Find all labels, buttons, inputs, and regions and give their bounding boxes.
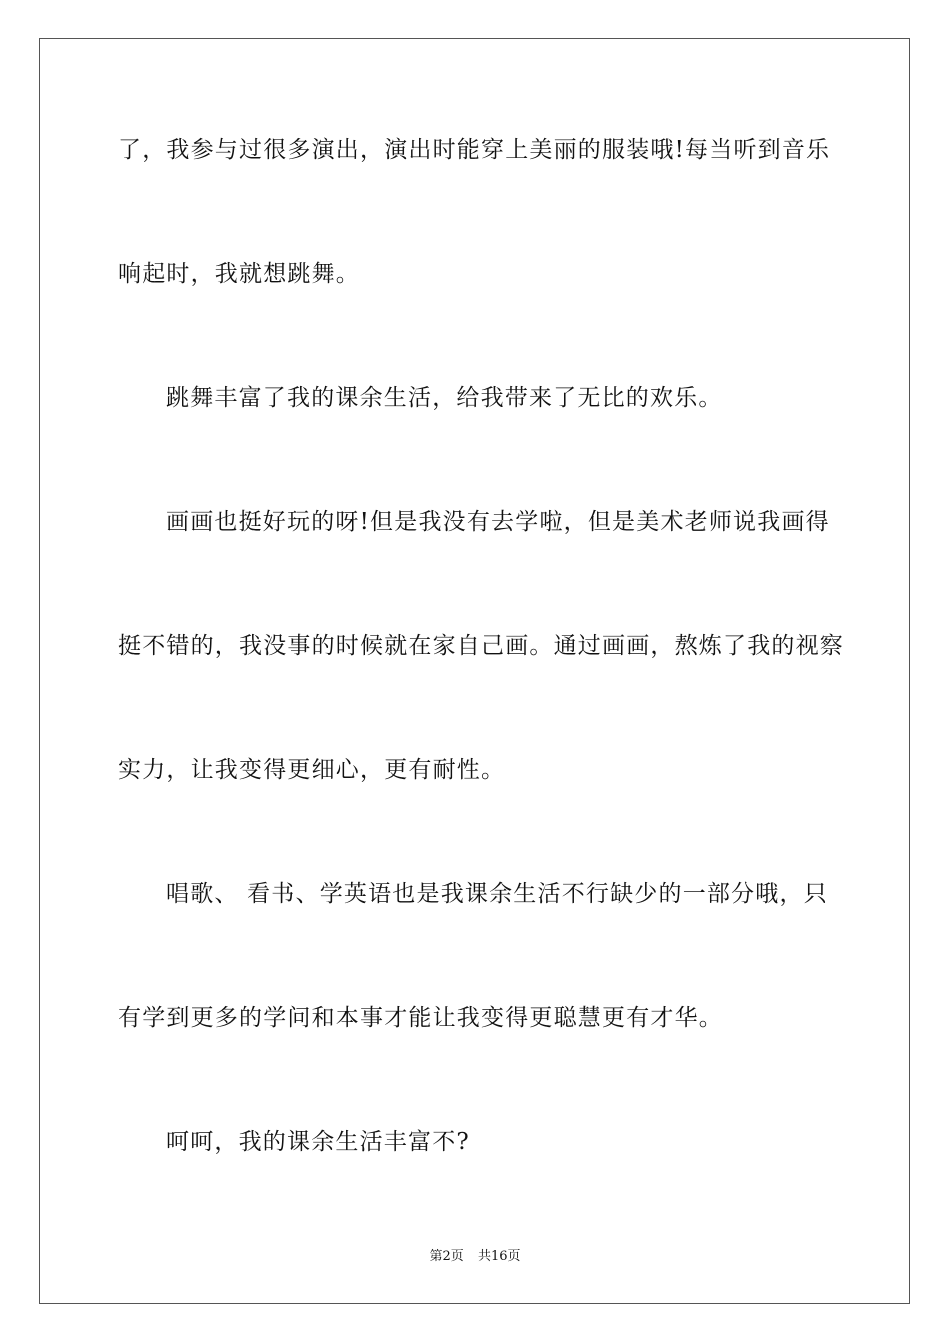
paragraph-line: 呵呵，我的课余生活丰富不? — [166, 1129, 470, 1155]
page-total: 共16页 — [477, 1249, 521, 1264]
paragraph-line: 唱歌、 看书、学英语也是我课余生活不行缺少的一部分哦，只 — [166, 881, 828, 907]
text-line: 了，我参与过很多演出，演出时能穿上美丽的服装哦!每当听到音乐 — [118, 137, 831, 163]
page-frame — [39, 38, 910, 1304]
text-line: 响起时，我就想跳舞。 — [118, 261, 360, 287]
paragraph-line: 画画也挺好玩的呀!但是我没有去学啦，但是美术老师说我画得 — [166, 509, 830, 535]
paragraph-line: 跳舞丰富了我的课余生活，给我带来了无比的欢乐。 — [166, 385, 723, 411]
page-footer — [0, 1248, 950, 1266]
page-number: 第2页 — [429, 1249, 464, 1264]
text-line: 实力，让我变得更细心，更有耐性。 — [118, 757, 506, 783]
text-line: 挺不错的，我没事的时候就在家自己画。通过画画，熬炼了我的视察 — [118, 633, 844, 659]
text-line: 有学到更多的学问和本事才能让我变得更聪慧更有才华。 — [118, 1005, 723, 1031]
